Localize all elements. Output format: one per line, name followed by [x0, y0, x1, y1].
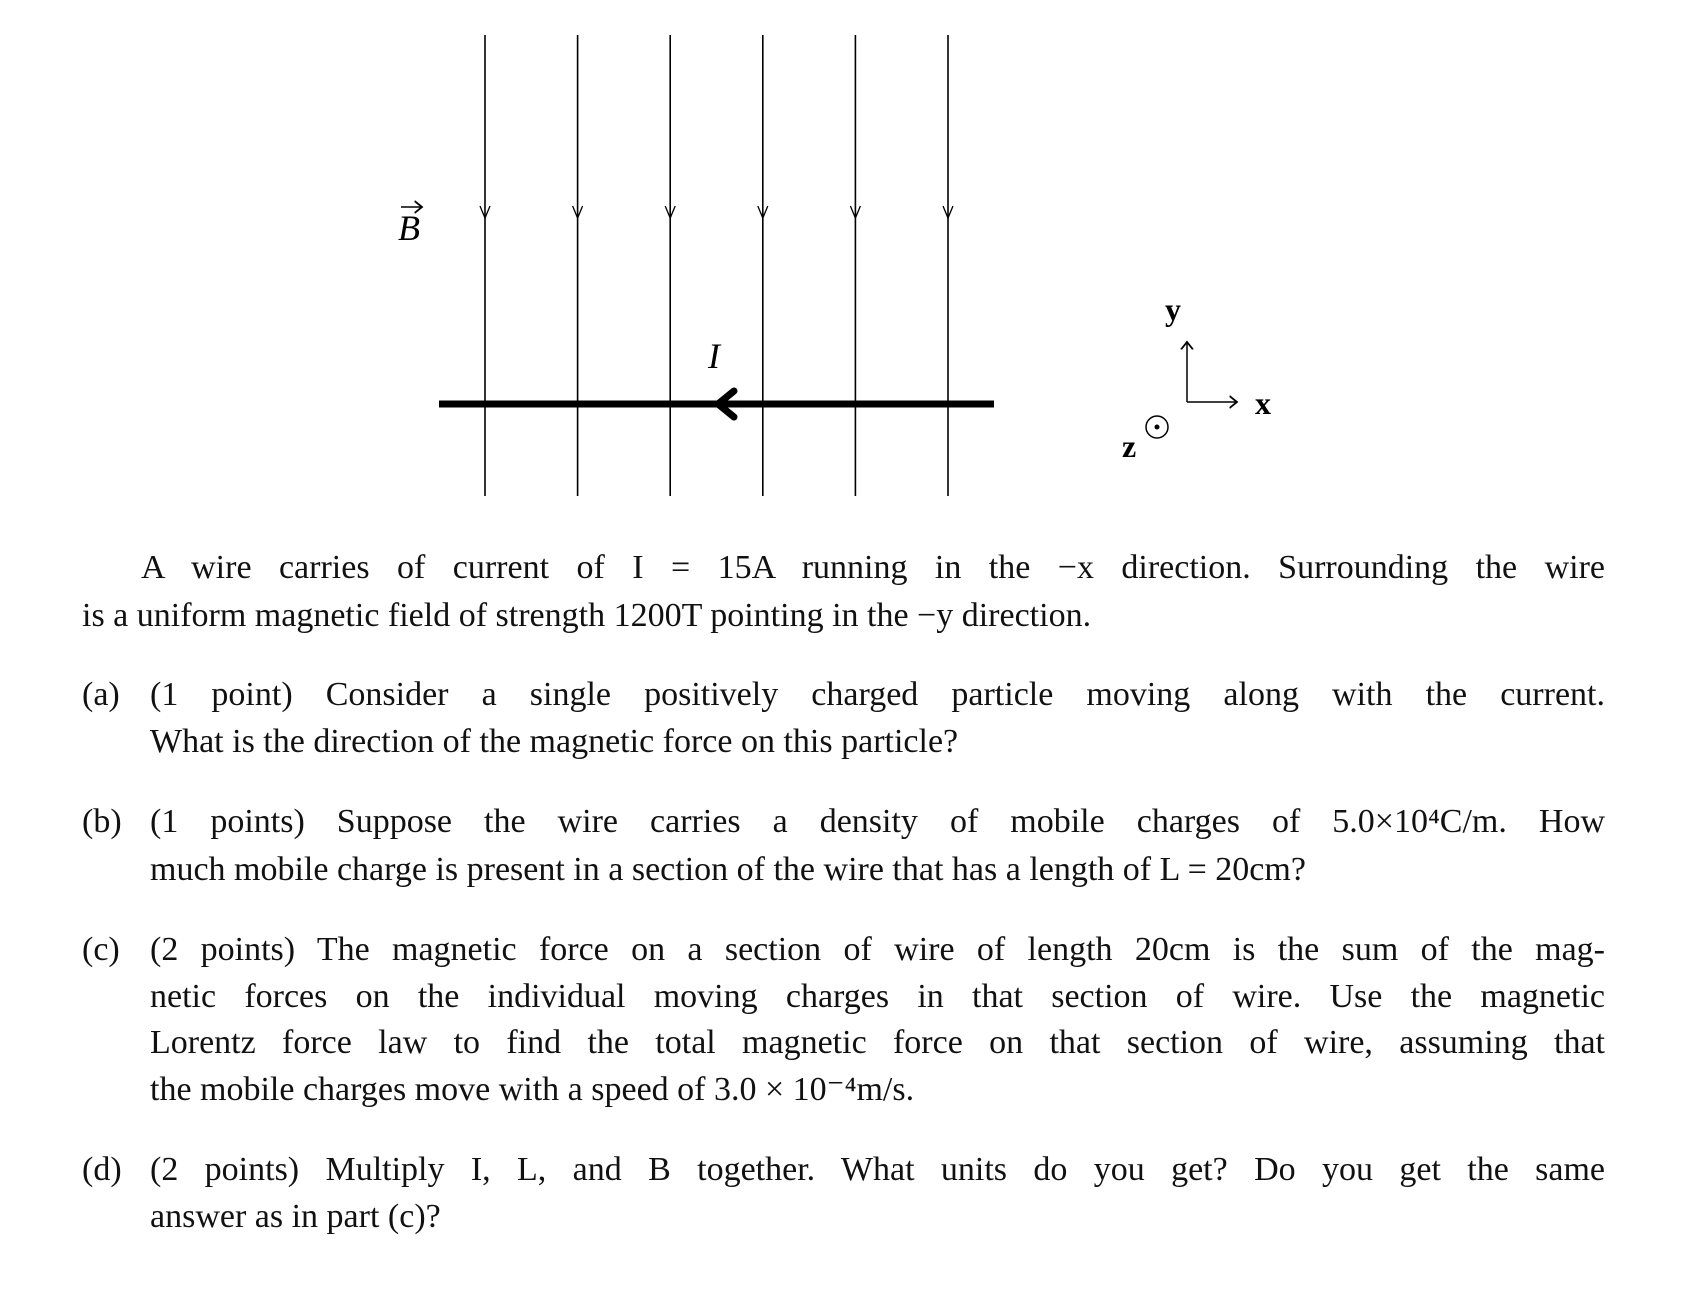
- magnetic-field-diagram: [0, 0, 1701, 520]
- text-line: netic forces on the individual moving charges in that section of wire. Use the magnetic: [150, 978, 1605, 1015]
- text-line: (2 points) Multiply I, L, and B together. What units do you get? Do you get the same: [150, 1151, 1605, 1188]
- text-line: Lorentz force law to find the total magnetic force on that section of wire, assuming that: [150, 1024, 1605, 1061]
- text-line: What is the direction of the magnetic force on this particle?: [150, 723, 959, 760]
- text-line: much mobile charge is present in a section of the wire that has a length of L = 20cm?: [150, 851, 1306, 888]
- part-label: (d): [82, 1151, 122, 1188]
- text-line: (1 point) Consider a single positively charged particle moving along with the current.: [150, 676, 1605, 713]
- current-label: I: [708, 336, 720, 376]
- y-axis-label: y: [1165, 291, 1181, 327]
- text-line: the mobile charges move with a speed of 3.0 × 10⁻⁴m/s.: [150, 1071, 915, 1108]
- text-line: A wire carries of current of I = 15A running in the −x direction. Surrounding the wire: [141, 549, 1605, 586]
- text-line: (2 points) The magnetic force on a section of wire of length 20cm is the sum of the mag-: [150, 931, 1605, 968]
- field-label: B: [398, 208, 420, 248]
- text-line: answer as in part (c)?: [150, 1198, 441, 1235]
- part-label: (c): [82, 931, 120, 968]
- text-line: is a uniform magnetic field of strength 1200T pointing in the −y direction.: [82, 597, 1092, 634]
- z-axis-label: z: [1122, 428, 1137, 464]
- part-label: (a): [82, 676, 120, 713]
- text-line: (1 points) Suppose the wire carries a density of mobile charges of 5.0×10⁴C/m. How: [150, 803, 1605, 840]
- x-axis-label: x: [1255, 385, 1271, 421]
- part-label: (b): [82, 803, 122, 840]
- z-dot: [1155, 425, 1160, 430]
- field-lines: [480, 35, 953, 496]
